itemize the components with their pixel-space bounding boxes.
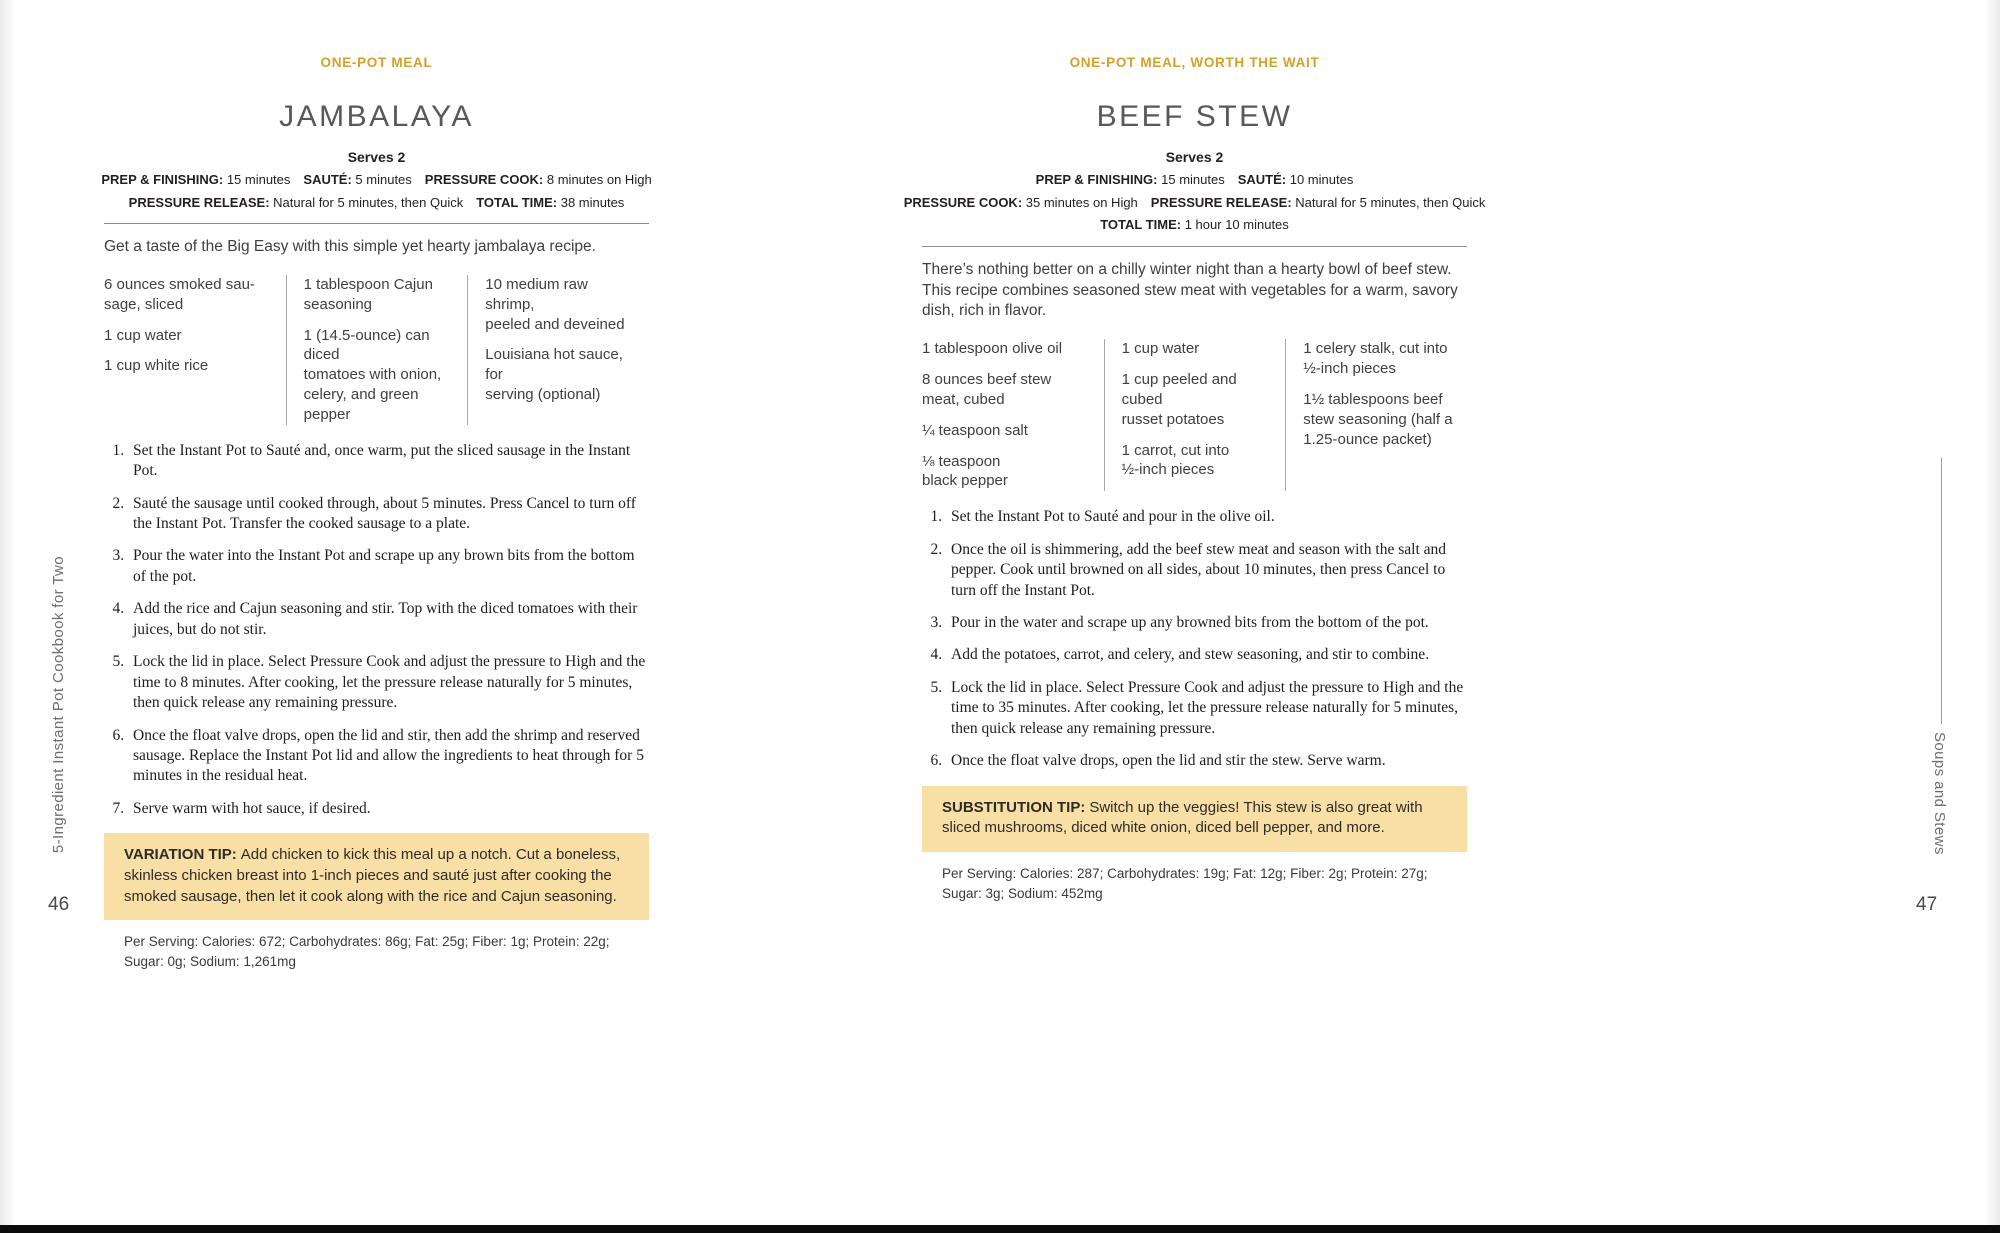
instruction-step: 3. Pour the water into the Instant Pot and scrape up any brown bits from the bottom of the pot. xyxy=(128,546,649,587)
meta-pair: PRESSURE COOK: 8 minutes on High xyxy=(424,172,652,187)
meta-pair: SAUTÉ: 10 minutes xyxy=(1237,172,1354,187)
ingredient-column xyxy=(286,275,468,425)
instruction-step: 6. Once the float valve drops, open the lid and stir, then add the shrimp and reserved sausage. Replace the Instant Pot lid and allow the ingredients to heat through for 5 minutes in the residual heat. xyxy=(128,726,649,787)
ingredient-item: 1 celery stalk, cut into ½-inch pieces xyxy=(1303,340,1448,378)
meta-pair: PREP & FINISHING: 15 minutes xyxy=(1035,172,1225,187)
page-number-left: 46 xyxy=(48,894,70,915)
meta-line xyxy=(104,194,649,212)
ingredient-item: 1 tablespoon olive oil xyxy=(922,340,1063,358)
nutrition-info: Per Serving: Calories: 287; Carbohydrates: 19g; Fat: 12g; Fiber: 2g; Protein: 27g; Sugar: 3g; Sodium: 452mg xyxy=(942,866,1428,901)
instructions-list xyxy=(104,441,649,820)
meta-pair: SAUTÉ: 5 minutes xyxy=(303,172,412,187)
ingredient-item: ⅛ teaspoon black pepper xyxy=(922,452,1008,490)
page-edge-shadow-right xyxy=(1984,0,2000,1225)
nutrition-info: Per Serving: Calories: 672; Carbohydrates: 86g; Fat: 25g; Fiber: 1g; Protein: 22g; Sugar: 0g; Sodium: 1,261mg xyxy=(124,934,610,970)
instruction-step: 7. Serve warm with hot sauce, if desired. xyxy=(128,799,649,819)
book-title-spine-text: 5-Ingredient Instant Pot Cookbook for Two xyxy=(50,556,67,854)
ingredient-item: ¼ teaspoon salt xyxy=(922,421,1028,439)
substitution-tip-box xyxy=(922,786,1467,852)
page-number-right: 47 xyxy=(1916,894,1938,915)
meta-line xyxy=(101,171,652,189)
ingredient-item: Louisiana hot sauce, for serving (optional) xyxy=(485,346,623,403)
tip-text: Add chicken to kick this meal up a notch. Cut a boneless, skinless chicken breast into 1-inch pieces and sauté just after cooking the smoked sausage, then let it cook along with the rice and Cajun seasoning. xyxy=(124,846,621,905)
tip-text: Switch up the veggies! This stew is also great with sliced mushrooms, diced white onion, diced bell pepper, and more. xyxy=(942,798,1423,837)
ingredient-item: 1 carrot, cut into ½-inch pieces xyxy=(1121,441,1230,479)
ingredient-item: 1½ tablespoons beef stew seasoning (half a 1.25-ounce packet) xyxy=(1303,391,1453,448)
meta-pair: TOTAL TIME: 38 minutes xyxy=(476,194,625,210)
variation-tip-box xyxy=(104,833,649,920)
meta-pair: PREP & FINISHING: 15 minutes xyxy=(101,172,291,187)
meta-line xyxy=(922,216,1467,234)
ingredient-item: 10 medium raw shrimp, peeled and deveined xyxy=(485,276,625,333)
ingredient-column xyxy=(467,275,649,425)
ingredients-columns xyxy=(104,275,649,425)
ingredient-item: 1 (14.5-ounce) can diced tomatoes with onion, celery, and green pepper xyxy=(303,326,442,423)
divider-rule xyxy=(922,246,1467,247)
ingredient-column xyxy=(104,275,286,425)
ingredient-item: 1 tablespoon Cajun seasoning xyxy=(303,276,433,313)
tip-label: VARIATION TIP: xyxy=(124,846,237,864)
recipe-title: JAMBALAYA xyxy=(279,100,474,133)
meta-pair: TOTAL TIME: 1 hour 10 minutes xyxy=(1100,217,1289,233)
section-rule-vertical xyxy=(1941,458,1942,724)
ingredient-item: 1 cup water xyxy=(104,326,182,344)
ingredient-item: 1 cup white rice xyxy=(104,357,209,375)
ingredient-item: 1 cup water xyxy=(1121,340,1200,358)
meta-line xyxy=(922,171,1467,189)
instruction-step: 1. Set the Instant Pot to Sauté and pour in the olive oil. xyxy=(946,507,1467,527)
instructions-list xyxy=(922,507,1467,772)
serves-label: Serves 2 xyxy=(1165,149,1224,165)
divider-rule xyxy=(104,223,649,224)
ingredient-column xyxy=(1104,339,1286,491)
recipe-meta xyxy=(101,171,652,211)
meta-pair: PRESSURE RELEASE: Natural for 5 minutes, then Quick xyxy=(1150,194,1486,210)
instruction-step: 1. Set the Instant Pot to Sauté and, once warm, put the sliced sausage in the Instant Pot. xyxy=(128,441,649,482)
serves-label: Serves 2 xyxy=(347,149,406,165)
recipe-category-label: ONE-POT MEAL xyxy=(320,55,433,70)
instruction-step: 6. Once the float valve drops, open the lid and stir the stew. Serve warm. xyxy=(946,751,1467,771)
recipe-meta xyxy=(903,171,1486,234)
ingredient-column xyxy=(1285,339,1467,491)
recipe-intro: Get a taste of the Big Easy with this simple yet hearty jambalaya recipe. xyxy=(104,238,596,256)
meta-pair: PRESSURE RELEASE: Natural for 5 minutes, then Quick xyxy=(128,194,464,210)
ingredient-item: 8 ounces beef stew meat, cubed xyxy=(922,371,1052,408)
recipe-page-jambalaya xyxy=(101,0,652,972)
instruction-step: 2. Sauté the sausage until cooked through, about 5 minutes. Press Cancel to turn off the Instant Pot. Transfer the cooked sausage to a plate. xyxy=(128,494,649,535)
instruction-step: 4. Add the rice and Cajun seasoning and stir. Top with the diced tomatoes with their juices, but do not stir. xyxy=(128,599,649,640)
ingredients-columns xyxy=(922,339,1467,491)
recipe-page-beef-stew xyxy=(903,0,1486,903)
recipe-category-label: ONE-POT MEAL, WORTH THE WAIT xyxy=(1069,55,1320,70)
ingredient-item: 6 ounces smoked sau- sage, sliced xyxy=(104,276,255,313)
section-label-soups-and-stews: Soups and Stews xyxy=(1931,732,1948,855)
book-bottom-edge xyxy=(0,1225,2000,1233)
instruction-step: 5. Lock the lid in place. Select Pressure Cook and adjust the pressure to High and the time to 35 minutes. After cooking, let the pressure release naturally for 5 minutes, then quick release any remaining pressure. xyxy=(946,678,1467,739)
instruction-step: 4. Add the potatoes, carrot, and celery, and stew seasoning, and stir to combine. xyxy=(946,645,1467,665)
tip-label: SUBSTITUTION TIP: xyxy=(942,798,1086,816)
page-edge-shadow-left xyxy=(0,0,16,1225)
instruction-step: 2. Once the oil is shimmering, add the beef stew meat and season with the salt and pepper. Cook until browned on all sides, about 10 minutes, then press Cancel to turn off the Instant Pot. xyxy=(946,540,1467,601)
ingredient-column xyxy=(922,339,1104,491)
recipe-title: BEEF STEW xyxy=(1096,100,1293,133)
instruction-step: 3. Pour in the water and scrape up any browned bits from the bottom of the pot. xyxy=(946,613,1467,633)
meta-line xyxy=(903,194,1486,212)
instruction-step: 5. Lock the lid in place. Select Pressure Cook and adjust the pressure to High and the time to 8 minutes. After cooking, let the pressure release naturally for 5 minutes, then quick release any remaining pressure. xyxy=(128,652,649,713)
ingredient-item: 1 cup peeled and cubed russet potatoes xyxy=(1121,371,1237,428)
recipe-intro: There’s nothing better on a chilly winter night than a hearty bowl of beef stew. This recipe combines seasoned stew meat with vegetables for a warm, savory dish, rich in flavor. xyxy=(922,260,1458,320)
meta-pair: PRESSURE COOK: 35 minutes on High xyxy=(903,194,1138,210)
